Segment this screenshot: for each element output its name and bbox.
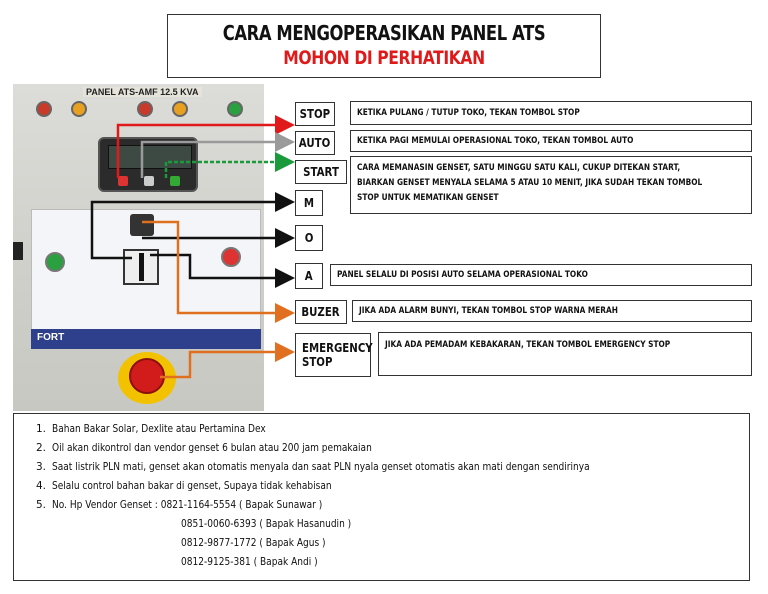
side-key-icon [13,242,23,260]
controller-auto-button[interactable] [144,176,154,186]
panel-photo [13,84,264,411]
green-pilot-lamp-icon [45,252,65,272]
controller-stop-button[interactable] [118,176,128,186]
controller-start-button[interactable] [170,176,180,186]
label-m: M [295,190,323,216]
page-subtitle: MOHON DI PERHATIKAN [283,47,485,69]
buzzer-icon [130,214,154,236]
page-title: CARA MENGOPERASIKAN PANEL ATS [222,21,546,45]
desc-stop: KETIKA PULANG / TUTUP TOKO, TEKAN TOMBOL STOP [350,101,752,125]
label-emergency-stop: EMERGENCY STOP [295,333,371,377]
mode-selector-switch[interactable] [123,249,159,285]
label-auto: AUTO [295,131,335,155]
label-buzer: BUZER [295,300,347,324]
green-lamp-icon [227,101,243,117]
notes-box [13,413,750,581]
vendor-phone: 0812-9125-381 ( Bapak Andi ) [181,556,318,568]
note-item: 1. Bahan Bakar Solar, Dexlite atau Pertamina Dex [36,423,266,435]
amber-lamp-icon [172,101,188,117]
red-pilot-lamp-icon [221,247,241,267]
amber-lamp-icon [71,101,87,117]
red-lamp-icon [36,101,52,117]
label-o: O [295,225,323,251]
controller-display [108,145,192,169]
desc-a: PANEL SELALU DI POSISI AUTO SELAMA OPERASIONAL TOKO [330,264,752,286]
title-box [167,14,601,78]
red-lamp-icon [137,101,153,117]
note-item: 5. No. Hp Vendor Genset : 0821-1164-5554 ( Bapak Sunawar ) [36,499,323,511]
label-start: START [295,160,347,184]
label-stop: STOP [295,102,335,126]
desc-emergency-stop: JIKA ADA PEMADAM KEBAKARAN, TEKAN TOMBOL EMERGENCY STOP [378,332,752,376]
panel-name-label: PANEL ATS-AMF 12.5 KVA [83,87,202,97]
desc-start: CARA MEMANASIN GENSET, SATU MINGGU SATU KALI, CUKUP DITEKAN START, BIARKAN GENSET MENYALA SELAMA 5 ATAU 10 MENIT, JIKA SUDAH TEKAN TOMBOL STOP UNTUK MEMATIKAN GENSET [350,156,752,214]
note-item: 2. Oil akan dikontrol dan vendor genset 6 bulan atau 200 jam pemakaian [36,442,372,454]
desc-buzer: JIKA ADA ALARM BUNYI, TEKAN TOMBOL STOP WARNA MERAH [352,300,752,322]
vendor-phone: 0851-0060-6393 ( Bapak Hasanudin ) [181,518,352,530]
genset-controller [98,137,198,192]
label-a: A [295,263,323,289]
plate-footer [31,329,261,349]
note-item: 3. Saat listrik PLN mati, genset akan otomatis menyala dan saat PLN nyala genset otomatis akan mati dengan sendirinya [36,461,590,473]
brand-label: FORT [37,332,65,343]
note-item: 4. Selalu control bahan bakar di genset, Supaya tidak kehabisan [36,480,332,492]
desc-auto: KETIKA PAGI MEMULAI OPERASIONAL TOKO, TEKAN TOMBOL AUTO [350,130,752,152]
vendor-phone: 0812-9877-1772 ( Bapak Agus ) [181,537,326,549]
emergency-stop-button[interactable] [129,358,165,394]
